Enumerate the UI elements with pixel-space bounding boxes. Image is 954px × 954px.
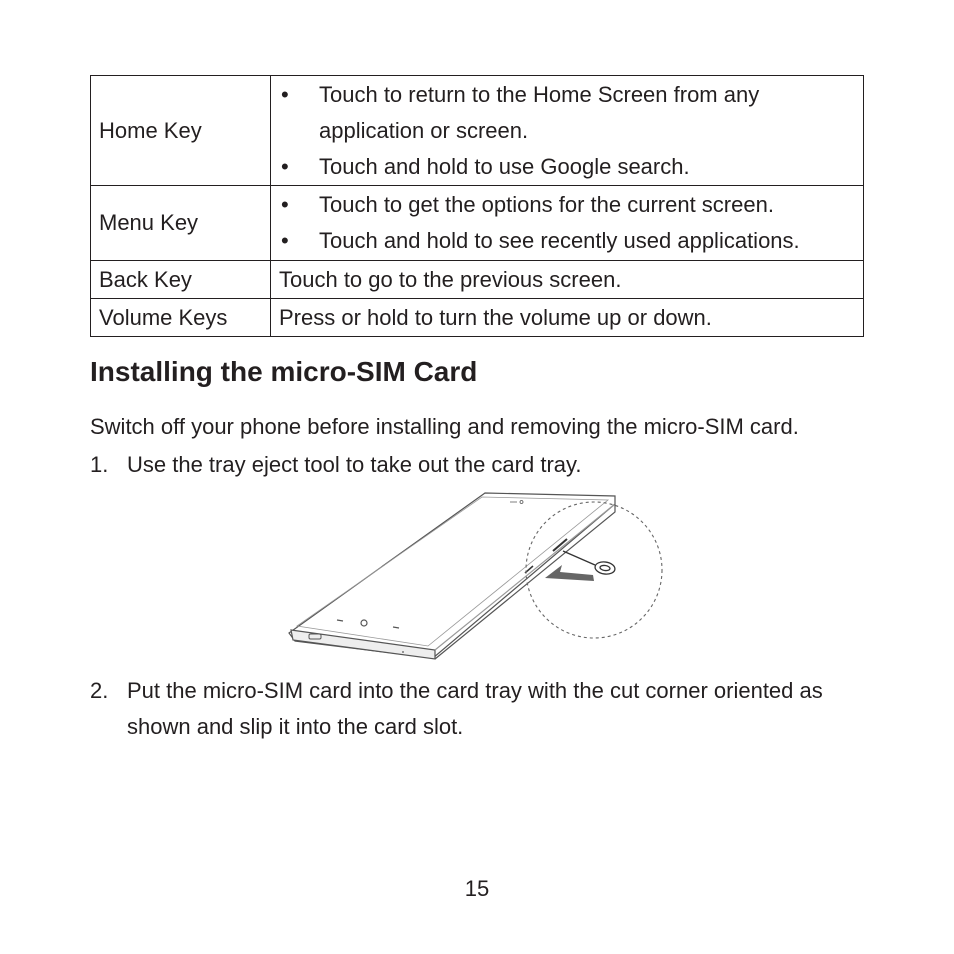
key-name: Volume Keys <box>91 299 271 337</box>
key-description: Touch to go to the previous screen. <box>271 261 864 299</box>
bullet-continuation: application or screen. <box>319 117 529 143</box>
bullet-icon: • <box>281 81 289 107</box>
bullet-icon: • <box>281 192 289 217</box>
page-number: 15 <box>464 876 490 901</box>
section-heading: Installing the micro-SIM Card <box>90 356 478 387</box>
step-number: 1. <box>90 452 109 477</box>
key-description: Press or hold to turn the volume up or down. <box>271 299 864 337</box>
table-row <box>91 76 864 186</box>
intro-text: Switch off your phone before installing and removing the micro-SIM card. <box>90 414 799 439</box>
key-name: Home Key <box>91 76 271 186</box>
arrow-icon <box>545 565 594 581</box>
bullet-text: Touch to get the options for the current screen. <box>319 192 774 217</box>
table-row <box>91 261 864 299</box>
step-item <box>90 447 870 483</box>
table-row <box>91 299 864 337</box>
step-text: Put the micro-SIM card into the card tray with the cut corner oriented as shown and slip it into the card slot. <box>127 678 823 739</box>
bullet-text: Touch and hold to use Google search. <box>319 153 690 179</box>
bullet-text: Touch and hold to see recently used applications. <box>319 228 800 253</box>
sim-tray-eject-illustration <box>285 488 665 663</box>
key-description <box>271 186 864 261</box>
bullet-icon: • <box>281 228 289 253</box>
bullet-item <box>279 77 855 113</box>
bullet-text: Touch to return to the Home Screen from any <box>319 81 760 107</box>
table-row <box>91 186 864 261</box>
key-name: Menu Key <box>91 186 271 261</box>
bullet-item <box>279 223 855 259</box>
step-text: Use the tray eject tool to take out the card tray. <box>127 452 582 477</box>
step-number: 2. <box>90 678 109 703</box>
key-name: Back Key <box>91 261 271 299</box>
bullet-item <box>279 149 855 185</box>
key-description <box>271 76 864 186</box>
step-item <box>90 673 870 745</box>
bullet-item <box>279 187 855 223</box>
bullet-icon: • <box>281 153 289 179</box>
eject-tool-icon <box>563 551 616 575</box>
keys-table <box>90 75 864 337</box>
